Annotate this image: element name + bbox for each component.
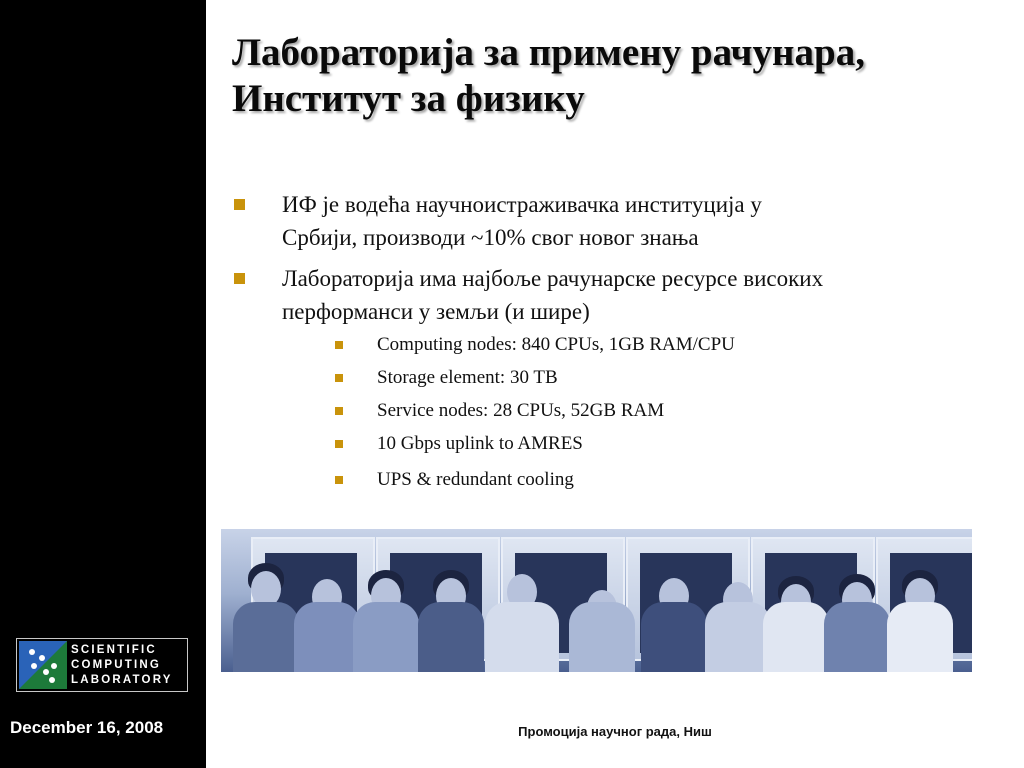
sub-bullet-list bbox=[332, 328, 1002, 496]
bullet-item bbox=[232, 188, 1002, 254]
square-bullet-icon bbox=[234, 273, 245, 284]
bullet-line: ИФ је водећа научноистраживачка институција у bbox=[282, 192, 762, 217]
square-bullet-icon bbox=[335, 440, 343, 448]
left-sidebar bbox=[0, 0, 206, 768]
sub-bullet-item bbox=[332, 463, 1002, 496]
bullet-line: Лабораторија има најбоље рачунарске ресурсе високих bbox=[282, 266, 824, 291]
team-photo bbox=[221, 529, 972, 672]
square-bullet-icon bbox=[335, 341, 343, 349]
slide-date: December 16, 2008 bbox=[10, 718, 164, 737]
logo-line: SCIENTIFIC bbox=[71, 644, 157, 656]
title-line: Лабораторија за примену рачунара, bbox=[232, 31, 865, 74]
slide-title bbox=[232, 30, 1012, 122]
sub-bullet-item bbox=[332, 427, 1002, 460]
square-bullet-icon bbox=[234, 199, 245, 210]
logo-line: LABORATORY bbox=[71, 674, 173, 686]
sub-bullet-text: Computing nodes: 840 CPUs, 1GB RAM/CPU bbox=[377, 334, 735, 355]
square-bullet-icon bbox=[335, 407, 343, 415]
bullet-line: Србији, производи ~10% свог новог знања bbox=[282, 225, 699, 250]
scl-logo-icon bbox=[19, 641, 67, 689]
title-line: Институт за физику bbox=[232, 77, 585, 120]
bullet-line: перформанси у земљи (и шире) bbox=[282, 299, 590, 324]
bullet-list bbox=[232, 188, 1002, 496]
sub-bullet-item bbox=[332, 328, 1002, 361]
sub-bullet-item bbox=[332, 361, 1002, 394]
sub-bullet-text: UPS & redundant cooling bbox=[377, 469, 574, 490]
slide-footer: Промоција научног рада, Ниш bbox=[518, 724, 712, 739]
square-bullet-icon bbox=[335, 374, 343, 382]
scl-logo bbox=[16, 638, 188, 692]
sub-bullet-text: Service nodes: 28 CPUs, 52GB RAM bbox=[377, 400, 665, 421]
sub-bullet-text: Storage element: 30 TB bbox=[377, 367, 558, 388]
logo-line: COMPUTING bbox=[71, 659, 162, 671]
bullet-item bbox=[232, 262, 1002, 328]
square-bullet-icon bbox=[335, 476, 343, 484]
sub-bullet-text: 10 Gbps uplink to AMRES bbox=[377, 433, 583, 454]
logo-text bbox=[71, 643, 187, 688]
sub-bullet-item bbox=[332, 394, 1002, 427]
